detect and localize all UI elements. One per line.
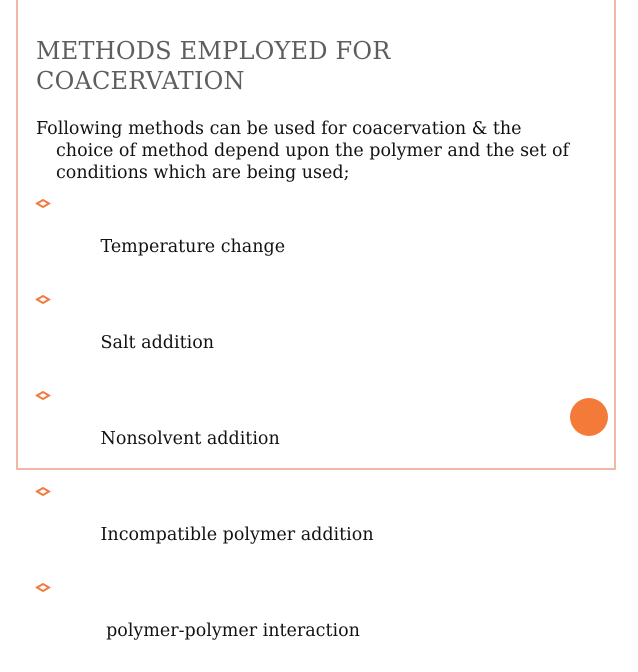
bullet-text: Incompatible polymer addition bbox=[100, 525, 374, 545]
bullet-text: polymer-polymer interaction bbox=[100, 621, 360, 641]
list-item bbox=[36, 288, 581, 376]
bullet-text: Nonsolvent addition bbox=[100, 429, 280, 449]
list-item bbox=[36, 384, 581, 472]
list-item bbox=[36, 480, 581, 568]
method-list bbox=[36, 192, 581, 664]
open-diamond-icon bbox=[36, 583, 50, 592]
bullet-text: Temperature change bbox=[100, 237, 286, 257]
list-item bbox=[36, 192, 581, 280]
open-diamond-icon bbox=[36, 199, 50, 208]
list-item bbox=[36, 576, 581, 664]
slide-content bbox=[36, 118, 581, 672]
accent-circle bbox=[570, 398, 608, 436]
bullet-text: Salt addition bbox=[100, 333, 215, 353]
open-diamond-icon bbox=[36, 295, 50, 304]
open-diamond-icon bbox=[36, 391, 50, 400]
intro-paragraph: Following methods can be used for coacervation & the choice of method depend upon the polymer and the set of conditions which are being used; bbox=[36, 119, 570, 183]
open-diamond-icon bbox=[36, 487, 50, 496]
slide-title: METHODS EMPLOYED FOR COACERVATION bbox=[36, 37, 391, 95]
